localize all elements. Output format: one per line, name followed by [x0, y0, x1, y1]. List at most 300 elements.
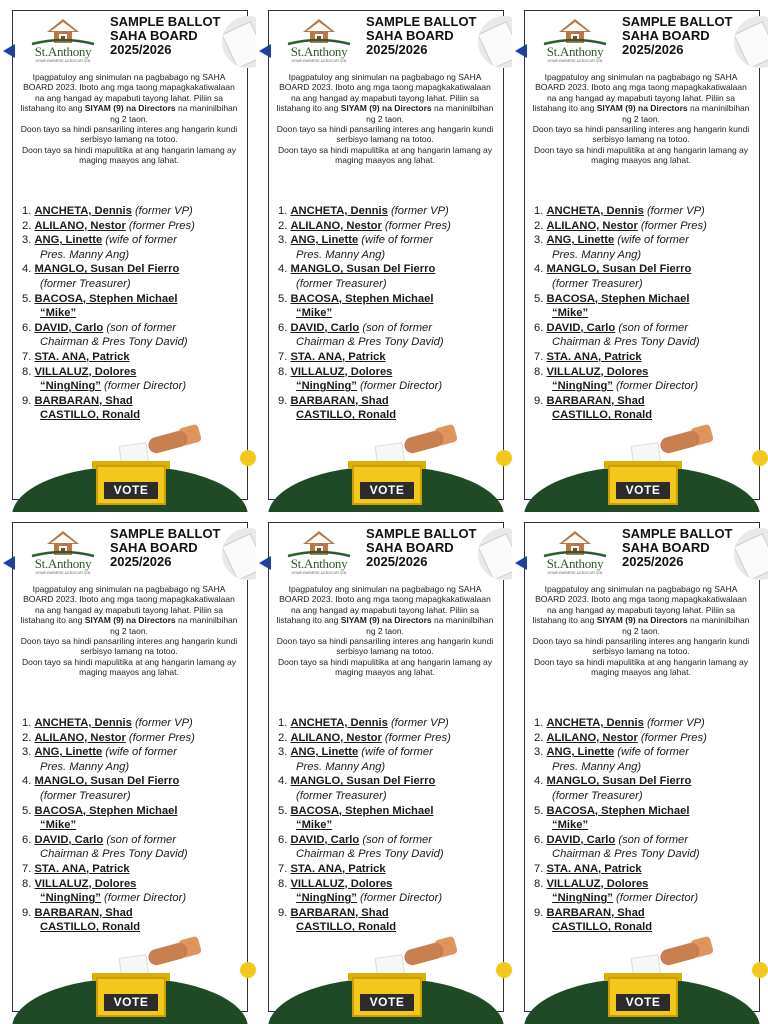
- candidate-number: 8.: [534, 365, 544, 378]
- intro-text-part: Ipagpatuloy ang sinimulan na pagbabago ng SAHA BOARD 2023. Iboto ang mga taong mapagkakatiwalaan na ang hangad ay mapabuti tayong lahat. Piliin sa listahang ito ang: [532, 584, 747, 626]
- sample-ballot: [512, 512, 768, 1024]
- intro-paragraph: [18, 584, 240, 636]
- candidate-note-line2: (former Treasurer): [296, 789, 387, 802]
- title-line: 2025/2026: [366, 42, 428, 57]
- candidate-item: [22, 233, 250, 262]
- candidate-name: MANGLO, Susan Del Fierro: [34, 775, 180, 788]
- logo-subtitle: HOMEOWNERS ASSOCIATION: [547, 59, 603, 63]
- ballot-title: [622, 527, 752, 569]
- candidate-note: (son of former: [615, 321, 688, 334]
- candidate-item: [22, 219, 250, 234]
- intro-paragraph: Doon tayo sa hindi pansariling interes ang hangarin kundi serbisyo lamang na totoo.: [276, 636, 494, 657]
- candidate-item: [22, 350, 250, 365]
- candidate-name: BACOSA, Stephen Michael: [34, 804, 178, 817]
- intro-paragraph: Doon tayo sa hindi pansariling interes ang hangarin kundi serbisyo lamang na totoo.: [276, 124, 494, 145]
- logo-name: St.Anthony: [34, 556, 92, 571]
- candidate-note-line2: (former Director): [612, 892, 699, 905]
- candidate-line2: [534, 818, 762, 833]
- candidate-number: 1.: [278, 717, 288, 729]
- candidate-note: (son of former: [615, 833, 688, 846]
- title-line: SAMPLE BALLOT: [622, 526, 733, 541]
- st-anthony-logo: [534, 528, 616, 578]
- candidate-name-line2: “NingNing”: [40, 380, 101, 393]
- candidate-item: [534, 833, 762, 862]
- candidate-item: [534, 716, 762, 731]
- candidate-number: 3.: [22, 746, 32, 759]
- candidate-list: [278, 716, 506, 935]
- candidate-name: ALILANO, Nestor: [546, 219, 638, 232]
- intro-text-part: na maninilbihan ng 2 taon.: [366, 103, 494, 124]
- candidate-item: [278, 233, 506, 262]
- title-line: SAHA BOARD: [366, 540, 454, 555]
- candidate-note: (son of former: [103, 833, 176, 846]
- yellow-dot: [752, 962, 768, 978]
- candidate-item: [534, 219, 762, 234]
- candidate-name-line2: CASTILLO, Ronald: [552, 409, 653, 422]
- intro-text: [18, 584, 240, 678]
- candidate-name: VILLALUZ, Dolores: [34, 877, 137, 890]
- candidate-number: 4.: [534, 263, 544, 276]
- house-logo-icon: [534, 528, 616, 558]
- candidate-item: [534, 350, 762, 365]
- intro-paragraph: [18, 72, 240, 124]
- candidate-name-line2: CASTILLO, Ronald: [296, 409, 397, 422]
- house-logo-icon: [278, 528, 360, 558]
- candidate-number: 3.: [278, 746, 288, 759]
- st-anthony-logo: [278, 528, 360, 578]
- candidate-list: [22, 204, 250, 423]
- candidate-name: ANG, Linette: [290, 746, 359, 759]
- candidate-name: BARBARAN, Shad: [546, 394, 645, 407]
- candidate-number: 3.: [278, 234, 288, 247]
- st-anthony-logo: [22, 16, 104, 66]
- candidate-list: [278, 204, 506, 423]
- candidate-number: 4.: [22, 775, 32, 788]
- intro-text: [530, 584, 752, 678]
- candidate-name: ALILANO, Nestor: [34, 219, 126, 232]
- candidate-number: 3.: [534, 746, 544, 759]
- candidate-note: (former Pres): [125, 731, 195, 744]
- candidate-item: [278, 219, 506, 234]
- logo-name: St.Anthony: [546, 44, 604, 59]
- yellow-dot: [240, 450, 256, 466]
- candidate-name: ALILANO, Nestor: [546, 731, 638, 744]
- candidate-note-line2: Chairman & Pres Tony David): [40, 848, 188, 861]
- intro-paragraph: Doon tayo sa hindi mapulitika at ang hangarin lamang ay maging maayos ang lahat.: [533, 144, 749, 166]
- title-line: 2025/2026: [110, 554, 172, 569]
- candidate-number: 9.: [278, 394, 288, 407]
- candidate-line2: [22, 847, 250, 862]
- candidate-item: [22, 774, 250, 803]
- candidate-line2: [22, 818, 250, 833]
- candidate-note-line2: Pres. Manny Ang): [40, 248, 130, 261]
- candidate-line2: [278, 920, 506, 935]
- candidate-number: 8.: [278, 877, 288, 890]
- candidate-name: BACOSA, Stephen Michael: [34, 292, 178, 305]
- candidate-number: 6.: [22, 321, 32, 334]
- candidate-item: [278, 716, 506, 731]
- candidate-number: 8.: [278, 365, 288, 378]
- st-anthony-logo: [278, 16, 360, 66]
- candidate-note-line2: (former Treasurer): [40, 789, 131, 802]
- candidate-note-line2: (former Treasurer): [552, 789, 643, 802]
- candidate-name: BACOSA, Stephen Michael: [546, 292, 690, 305]
- candidate-note-line2: (former Director): [356, 380, 443, 393]
- candidate-note: (former Pres): [125, 219, 195, 232]
- candidate-name: VILLALUZ, Dolores: [546, 877, 649, 890]
- candidate-note: (former VP): [131, 205, 193, 217]
- candidate-item: [278, 321, 506, 350]
- candidate-line2: [534, 248, 762, 263]
- candidate-line2: [22, 248, 250, 263]
- left-pointer-icon: [3, 44, 15, 58]
- logo-name: St.Anthony: [546, 556, 604, 571]
- vote-label: VOTE: [616, 482, 670, 499]
- candidate-line2: [278, 847, 506, 862]
- candidate-item: [278, 204, 506, 219]
- logo-name: St.Anthony: [290, 556, 348, 571]
- candidate-line2: [278, 306, 506, 321]
- candidate-name-line2: “NingNing”: [552, 380, 613, 393]
- candidate-line2: [534, 891, 762, 906]
- candidate-number: 4.: [278, 775, 288, 788]
- candidate-line2: [534, 920, 762, 935]
- candidate-name-line2: “Mike”: [552, 819, 589, 832]
- candidate-name: VILLALUZ, Dolores: [290, 365, 393, 378]
- candidate-item: [534, 804, 762, 833]
- intro-paragraph: Doon tayo sa hindi pansariling interes ang hangarin kundi serbisyo lamang na totoo.: [532, 124, 750, 145]
- candidate-name-line2: “Mike”: [296, 307, 333, 320]
- candidate-note-line2: Pres. Manny Ang): [552, 760, 642, 773]
- intro-text-part: na maninilbihan ng 2 taon.: [622, 103, 750, 124]
- candidate-item: [278, 731, 506, 746]
- vote-label: VOTE: [616, 994, 670, 1011]
- candidate-line2: [534, 379, 762, 394]
- intro-text: [274, 72, 496, 166]
- intro-bold-text: SIYAM (9) na Directors: [596, 615, 688, 626]
- st-anthony-logo: [22, 528, 104, 578]
- left-pointer-icon: [515, 44, 527, 58]
- candidate-number: 2.: [534, 731, 544, 744]
- title-line: SAHA BOARD: [110, 540, 198, 555]
- candidate-number: 5.: [22, 292, 32, 305]
- candidate-note: (wife of former: [102, 234, 177, 247]
- candidate-item: [22, 731, 250, 746]
- candidate-note-line2: (former Treasurer): [296, 277, 387, 290]
- intro-paragraph: Doon tayo sa hindi pansariling interes ang hangarin kundi serbisyo lamang na totoo.: [532, 636, 750, 657]
- candidate-number: 2.: [22, 219, 32, 232]
- candidate-name-line2: “NingNing”: [552, 892, 613, 905]
- intro-bold-text: SIYAM (9) na Directors: [340, 615, 432, 626]
- candidate-line2: [278, 277, 506, 292]
- intro-paragraph: Doon tayo sa hindi mapulitika at ang hangarin lamang ay maging maayos ang lahat.: [21, 144, 237, 166]
- intro-paragraph: [530, 584, 752, 636]
- candidate-name: DAVID, Carlo: [546, 321, 616, 334]
- candidate-number: 1.: [22, 205, 32, 217]
- candidate-note: (former Pres): [637, 219, 707, 232]
- yellow-dot: [496, 450, 512, 466]
- candidate-note: (son of former: [359, 321, 432, 334]
- candidate-name-line2: CASTILLO, Ronald: [40, 409, 141, 422]
- candidate-name: STA. ANA, Patrick: [546, 862, 642, 875]
- candidate-line2: [22, 335, 250, 350]
- candidate-line2: [278, 760, 506, 775]
- vote-label: VOTE: [104, 994, 158, 1011]
- candidate-name-line2: CASTILLO, Ronald: [296, 921, 397, 934]
- candidate-number: 8.: [22, 365, 32, 378]
- candidate-name: ANCHETA, Dennis: [34, 205, 132, 217]
- candidate-note-line2: Pres. Manny Ang): [296, 760, 386, 773]
- candidate-item: [22, 877, 250, 906]
- title-line: SAHA BOARD: [366, 28, 454, 43]
- ballot-title: [110, 15, 240, 57]
- candidate-line2: [22, 760, 250, 775]
- candidate-item: [22, 394, 250, 423]
- candidate-name-line2: CASTILLO, Ronald: [552, 921, 653, 934]
- candidate-line2: [534, 335, 762, 350]
- candidate-name: STA. ANA, Patrick: [34, 862, 130, 875]
- candidate-note: (former VP): [643, 717, 705, 729]
- candidate-item: [534, 731, 762, 746]
- candidate-note: (former Pres): [637, 731, 707, 744]
- candidate-name: BARBARAN, Shad: [546, 906, 645, 919]
- title-line: SAMPLE BALLOT: [110, 526, 221, 541]
- candidate-number: 5.: [278, 292, 288, 305]
- candidate-note: (wife of former: [102, 746, 177, 759]
- candidate-note: (son of former: [359, 833, 432, 846]
- candidate-item: [534, 233, 762, 262]
- yellow-dot: [752, 450, 768, 466]
- ballot-title: [110, 527, 240, 569]
- candidate-number: 7.: [22, 350, 32, 363]
- title-line: 2025/2026: [110, 42, 172, 57]
- intro-bold-text: SIYAM (9) na Directors: [596, 103, 688, 114]
- intro-paragraph: [530, 72, 752, 124]
- house-logo-icon: [278, 16, 360, 46]
- candidate-note: (son of former: [103, 321, 176, 334]
- intro-text-part: na maninilbihan ng 2 taon.: [110, 615, 238, 636]
- candidate-note-line2: Pres. Manny Ang): [40, 760, 130, 773]
- candidate-number: 1.: [534, 717, 544, 729]
- candidate-name: MANGLO, Susan Del Fierro: [34, 263, 180, 276]
- candidate-item: [22, 804, 250, 833]
- candidate-name-line2: “Mike”: [552, 307, 589, 320]
- candidate-number: 5.: [534, 804, 544, 817]
- candidate-list: [22, 716, 250, 935]
- candidate-line2: [278, 891, 506, 906]
- title-line: 2025/2026: [366, 554, 428, 569]
- left-pointer-icon: [515, 556, 527, 570]
- candidate-number: 7.: [534, 862, 544, 875]
- candidate-name: BARBARAN, Shad: [34, 394, 133, 407]
- candidate-note: (wife of former: [358, 746, 433, 759]
- candidate-number: 5.: [22, 804, 32, 817]
- candidate-name: VILLALUZ, Dolores: [546, 365, 649, 378]
- candidate-item: [278, 804, 506, 833]
- intro-bold-text: SIYAM (9) na Directors: [84, 103, 176, 114]
- candidate-item: [22, 365, 250, 394]
- candidate-name-line2: “Mike”: [296, 819, 333, 832]
- intro-text-part: Ipagpatuloy ang sinimulan na pagbabago ng SAHA BOARD 2023. Iboto ang mga taong mapagkakatiwalaan na ang hangad ay mapabuti tayong lahat. Piliin sa listahang ito ang: [532, 72, 747, 114]
- candidate-item: [534, 394, 762, 423]
- title-line: SAHA BOARD: [622, 28, 710, 43]
- vote-label: VOTE: [360, 994, 414, 1011]
- candidate-item: [278, 394, 506, 423]
- candidate-name: MANGLO, Susan Del Fierro: [290, 775, 436, 788]
- intro-paragraph: [274, 584, 496, 636]
- candidate-list: [534, 204, 762, 423]
- candidate-item: [22, 745, 250, 774]
- candidate-note: (wife of former: [358, 234, 433, 247]
- candidate-item: [534, 906, 762, 935]
- candidate-name: ANCHETA, Dennis: [546, 205, 644, 217]
- candidate-number: 6.: [22, 833, 32, 846]
- title-line: SAMPLE BALLOT: [110, 14, 221, 29]
- candidate-line2: [22, 789, 250, 804]
- candidate-item: [22, 321, 250, 350]
- intro-paragraph: Doon tayo sa hindi pansariling interes ang hangarin kundi serbisyo lamang na totoo.: [20, 124, 238, 145]
- candidate-number: 5.: [278, 804, 288, 817]
- candidate-name-line2: “Mike”: [40, 819, 77, 832]
- candidate-name: VILLALUZ, Dolores: [34, 365, 137, 378]
- title-line: 2025/2026: [622, 554, 684, 569]
- candidate-note-line2: Pres. Manny Ang): [552, 248, 642, 261]
- candidate-item: [534, 204, 762, 219]
- candidate-line2: [278, 248, 506, 263]
- intro-paragraph: Doon tayo sa hindi mapulitika at ang hangarin lamang ay maging maayos ang lahat.: [277, 656, 493, 678]
- candidate-line2: [22, 277, 250, 292]
- candidate-line2: [278, 818, 506, 833]
- candidate-name: BARBARAN, Shad: [290, 906, 389, 919]
- candidate-name: ANCHETA, Dennis: [290, 717, 388, 729]
- candidate-note: (former Pres): [381, 219, 451, 232]
- candidate-name: STA. ANA, Patrick: [290, 862, 386, 875]
- candidate-item: [22, 716, 250, 731]
- yellow-dot: [240, 962, 256, 978]
- intro-text: [274, 584, 496, 678]
- candidate-number: 9.: [22, 906, 32, 919]
- candidate-name: MANGLO, Susan Del Fierro: [546, 775, 692, 788]
- candidate-number: 6.: [534, 833, 544, 846]
- logo-subtitle: HOMEOWNERS ASSOCIATION: [291, 571, 347, 575]
- candidate-line2: [534, 789, 762, 804]
- intro-paragraph: Doon tayo sa hindi pansariling interes ang hangarin kundi serbisyo lamang na totoo.: [20, 636, 238, 657]
- candidate-item: [534, 862, 762, 877]
- candidate-name: ANG, Linette: [546, 234, 615, 247]
- candidate-number: 5.: [534, 292, 544, 305]
- candidate-name: MANGLO, Susan Del Fierro: [290, 263, 436, 276]
- candidate-item: [22, 292, 250, 321]
- candidate-note-line2: (former Director): [612, 380, 699, 393]
- candidate-line2: [534, 277, 762, 292]
- candidate-note-line2: Chairman & Pres Tony David): [552, 336, 700, 349]
- candidate-line2: [278, 408, 506, 423]
- logo-subtitle: HOMEOWNERS ASSOCIATION: [547, 571, 603, 575]
- left-pointer-icon: [259, 556, 271, 570]
- house-logo-icon: [534, 16, 616, 46]
- vote-label: VOTE: [360, 482, 414, 499]
- sample-ballot: [512, 0, 768, 512]
- candidate-name-line2: CASTILLO, Ronald: [40, 921, 141, 934]
- candidate-line2: [534, 847, 762, 862]
- candidate-line2: [22, 920, 250, 935]
- candidate-name: STA. ANA, Patrick: [546, 350, 642, 363]
- candidate-name: ANCHETA, Dennis: [290, 205, 388, 217]
- candidate-number: 4.: [534, 775, 544, 788]
- ballot-title: [366, 15, 496, 57]
- candidate-name: ANG, Linette: [34, 746, 103, 759]
- candidate-name: BACOSA, Stephen Michael: [546, 804, 690, 817]
- candidate-number: 9.: [22, 394, 32, 407]
- candidate-item: [22, 906, 250, 935]
- candidate-number: 7.: [22, 862, 32, 875]
- candidate-name: ALILANO, Nestor: [34, 731, 126, 744]
- candidate-number: 8.: [22, 877, 32, 890]
- intro-paragraph: Doon tayo sa hindi mapulitika at ang hangarin lamang ay maging maayos ang lahat.: [533, 656, 749, 678]
- vote-label: VOTE: [104, 482, 158, 499]
- candidate-line2: [22, 408, 250, 423]
- candidate-line2: [278, 789, 506, 804]
- candidate-line2: [534, 408, 762, 423]
- intro-bold-text: SIYAM (9) na Directors: [340, 103, 432, 114]
- candidate-item: [278, 862, 506, 877]
- candidate-name: STA. ANA, Patrick: [34, 350, 130, 363]
- candidate-number: 2.: [534, 219, 544, 232]
- candidate-item: [22, 862, 250, 877]
- candidate-item: [278, 292, 506, 321]
- title-line: SAMPLE BALLOT: [366, 14, 477, 29]
- intro-paragraph: [274, 72, 496, 124]
- logo-name: St.Anthony: [290, 44, 348, 59]
- title-line: SAHA BOARD: [110, 28, 198, 43]
- left-pointer-icon: [3, 556, 15, 570]
- candidate-note: (former Pres): [381, 731, 451, 744]
- candidate-number: 9.: [534, 394, 544, 407]
- intro-text-part: Ipagpatuloy ang sinimulan na pagbabago ng SAHA BOARD 2023. Iboto ang mga taong mapagkakatiwalaan na ang hangad ay mapabuti tayong lahat. Piliin sa listahang ito ang: [276, 72, 491, 114]
- candidate-number: 6.: [534, 321, 544, 334]
- candidate-number: 3.: [22, 234, 32, 247]
- title-line: SAMPLE BALLOT: [366, 526, 477, 541]
- candidate-item: [534, 745, 762, 774]
- candidate-number: 3.: [534, 234, 544, 247]
- candidate-list: [534, 716, 762, 935]
- intro-text-part: na maninilbihan ng 2 taon.: [622, 615, 750, 636]
- candidate-name: MANGLO, Susan Del Fierro: [546, 263, 692, 276]
- candidate-number: 1.: [534, 205, 544, 217]
- candidate-note-line2: Chairman & Pres Tony David): [296, 848, 444, 861]
- candidate-item: [534, 321, 762, 350]
- candidate-number: 1.: [278, 205, 288, 217]
- candidate-line2: [278, 379, 506, 394]
- candidate-item: [534, 774, 762, 803]
- title-line: SAMPLE BALLOT: [622, 14, 733, 29]
- left-pointer-icon: [259, 44, 271, 58]
- candidate-number: 1.: [22, 717, 32, 729]
- candidate-line2: [22, 891, 250, 906]
- candidate-note: (former VP): [131, 717, 193, 729]
- candidate-name: DAVID, Carlo: [290, 321, 360, 334]
- intro-bold-text: SIYAM (9) na Directors: [84, 615, 176, 626]
- candidate-number: 6.: [278, 833, 288, 846]
- intro-text: [530, 72, 752, 166]
- house-logo-icon: [22, 528, 104, 558]
- candidate-note-line2: (former Treasurer): [40, 277, 131, 290]
- candidate-number: 9.: [278, 906, 288, 919]
- candidate-item: [22, 204, 250, 219]
- logo-subtitle: HOMEOWNERS ASSOCIATION: [35, 571, 91, 575]
- candidate-name-line2: “NingNing”: [296, 380, 357, 393]
- logo-subtitle: HOMEOWNERS ASSOCIATION: [35, 59, 91, 63]
